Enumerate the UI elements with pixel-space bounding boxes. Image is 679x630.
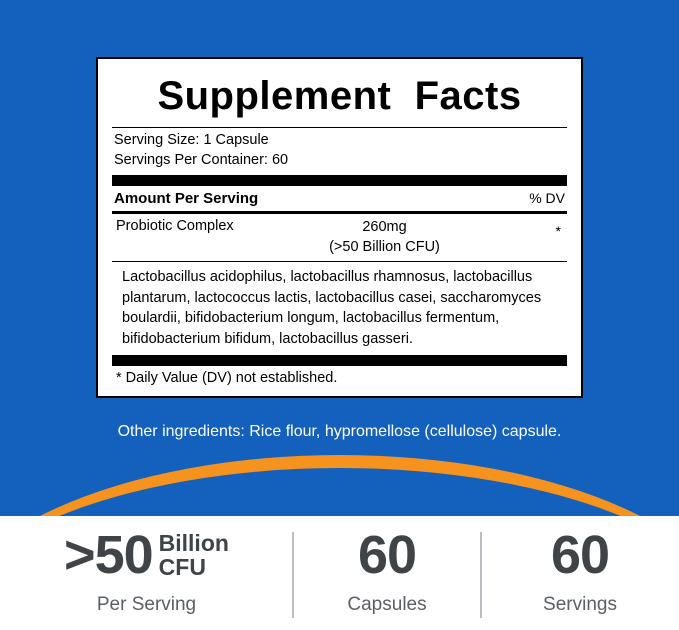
stat-cfu-caption: Per Serving — [96, 594, 197, 615]
stat-cfu — [1, 525, 292, 616]
rule-above-strains — [112, 261, 567, 262]
serving-size: Serving Size: 1 Capsule — [114, 132, 269, 148]
stat-cfu-unit — [159, 531, 229, 579]
rule-under-amount — [112, 211, 567, 214]
stat-cfu-value: >50 — [64, 525, 153, 585]
daily-value-footnote: * Daily Value (DV) not established. — [116, 370, 338, 387]
stat-capsules-main — [357, 525, 417, 585]
stat-servings-main — [550, 525, 610, 585]
supplement-facts-panel — [96, 57, 583, 398]
amount-per-serving-label: Amount Per Serving — [114, 190, 259, 208]
stat-capsules-caption: Capsules — [347, 594, 427, 615]
stat-servings-caption: Servings — [543, 594, 617, 615]
rule-under-title — [112, 127, 567, 128]
strain-list: Lactobacillus acidophilus, lactobacillus rhamnosus, lactobacillus plantarum, lactococcus lactis, lactobacillus casei, saccharomyces boulardii, bifidobacterium longum, lactobacillus fermentum, bifidobacterium bifidum, lactobacillus gasseri. — [122, 269, 542, 347]
probiotic-complex-amount: 260mg — [362, 219, 407, 236]
stat-cfu-main — [64, 525, 229, 585]
probiotic-complex-dv: * — [555, 223, 561, 240]
stat-cfu-unit-line2: CFU — [158, 554, 206, 580]
servings-per-container: Servings Per Container: 60 — [114, 151, 289, 168]
stat-servings — [482, 525, 678, 616]
probiotic-complex-name: Probiotic Complex — [116, 218, 234, 235]
stat-servings-value: 60 — [550, 525, 610, 585]
stat-cfu-unit-line1: Billion — [158, 529, 229, 556]
rule-above-amount — [112, 175, 567, 186]
stat-capsules — [294, 525, 480, 616]
supplement-facts-title: Supplement Facts — [157, 74, 522, 118]
amount-per-serving-row — [114, 190, 565, 207]
daily-value-header: % DV — [529, 190, 565, 207]
probiotic-complex-cfu: (>50 Billion CFU) — [329, 238, 440, 255]
stats-row — [0, 525, 679, 618]
rule-below-strains — [112, 355, 567, 366]
other-ingredients-text: Other ingredients: Rice flour, hypromellose (cellulose) capsule. — [117, 423, 562, 440]
probiotic-complex-row — [114, 218, 565, 258]
stat-capsules-value: 60 — [357, 525, 417, 585]
